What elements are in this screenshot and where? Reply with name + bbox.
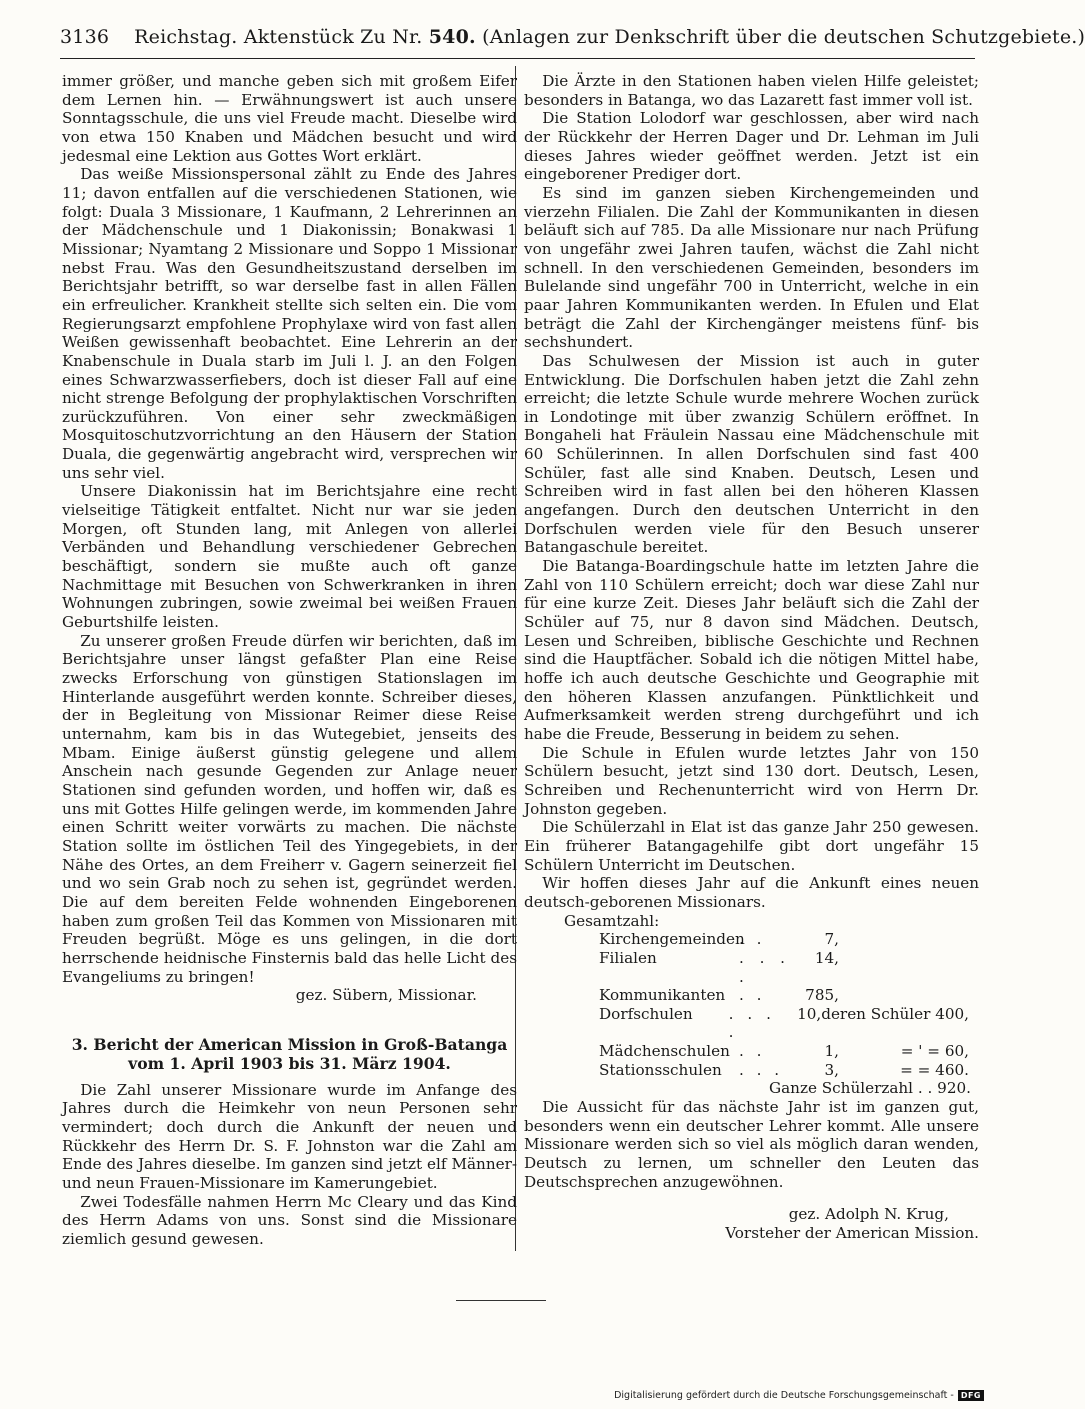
statistics-row (599, 986, 969, 1005)
row-leader: . . . (739, 1060, 784, 1079)
end-rule (456, 1300, 546, 1301)
row-value: 785, (805, 986, 839, 1005)
section-heading (62, 1035, 517, 1073)
paragraph: Das Schulwesen der Mission ist auch in guter Entwicklung. Die Dorfschulen haben jetzt die Zahl zehn erreicht; die letzte Schule wurde mehrere Wochen zurück in Londotinge mit über zwanzig Schülern eröffnet. In Bongaheli hat Fräulein Nassau eine Mädchenschule mit 60 Schülerinnen. In allen Dorfschulen sind fast 400 Schüler, fast alle sind Knaben. Deutsch, Lesen und Schreiben wird in fast allen bei den höheren Klassen angefangen. Durch den deutschen Unterricht in den Dorfschulen werden viele für den Besuch unserer Batangaschule bereitet. (524, 351, 979, 557)
header-subtitle: (Anlagen zur Denkschrift über die deutschen Schutzgebiete.) (482, 26, 1085, 48)
row-leader: . . (739, 930, 766, 949)
row-extra: = = 460. (900, 1060, 969, 1079)
row-label: Dorfschulen (599, 1004, 693, 1023)
row-label: Kirchengemeinden (599, 930, 745, 949)
paragraph: Die Station Lolodorf war geschlossen, aber wird nach der Rückkehr der Herren Dager und Dr. Lehman im Juli dieses Jahres wieder geöffnet werden. Jetzt ist ein eingeborener Prediger dort. (524, 109, 979, 184)
row-label: Kommunikanten (599, 986, 726, 1005)
page-header (60, 26, 1085, 48)
paragraph: Zwei Todesfälle nahmen Herrn Mc Cleary und das Kind des Herrn Adams von uns. Sonst sind die Missionare ziemlich gesund gewesen. (62, 1192, 517, 1249)
row-extra (839, 949, 969, 986)
document-number: 540. (428, 26, 476, 48)
row-leader: . . (739, 1042, 766, 1061)
row-extra (839, 986, 969, 1005)
row-extra: deren Schüler 400, (821, 1004, 970, 1023)
signature: gez. Sübern, Missionar. (295, 986, 477, 1005)
row-extra: = ' = 60, (900, 1042, 969, 1061)
row-label: Mädchenschulen (599, 1042, 730, 1061)
paragraph: Die Ärzte in den Stationen haben vielen Hilfe geleistet; besonders in Batanga, wo das Lazarett fast immer voll ist. (524, 72, 979, 109)
row-label: Filialen (599, 948, 657, 967)
paragraph: immer größer, und manche geben sich mit großem Eifer dem Lernen hin. — Erwähnungswert ist auch unsere Sonntagsschule, die uns viel Freude macht. Dieselbe wird von etwa 150 Knaben und Mädchen besucht und wird jedesmal eine Lektion aus Gottes Wort erklärt. (62, 72, 517, 165)
paragraph: Die Schule in Efulen wurde letztes Jahr von 150 Schülern besucht, jetzt sind 130 dort. Deutsch, Lesen, Schreiben und Rechenunterricht wird von Herrn Dr. Johnston gegeben. (524, 743, 979, 818)
digitization-note (614, 1390, 984, 1401)
header-prefix: Reichstag. Aktenstück Zu Nr. (134, 26, 423, 48)
paragraph: Es sind im ganzen sieben Kirchengemeinden und vierzehn Filialen. Die Zahl der Kommunikanten in diesen beläuft sich auf 785. Da alle Missionare nur nach Prüfung von ungefähr zwei Jahren taufen, wächst die Zahl nicht schnell. In den verschiedenen Gemeinden, besonders im Bulelande sind ungefähr 700 in Unterricht, welche in ein paar Jahren Kommunikanten werden. In Efulen und Elat beträgt die Zahl der Kirchengänger meistens fünf- bis sechshundert. (524, 183, 979, 352)
right-column (524, 72, 979, 1243)
row-extra (839, 930, 969, 949)
row-leader: . . (739, 986, 766, 1005)
statistics-row (599, 1061, 969, 1080)
row-value: 14, (814, 948, 839, 967)
statistics-title: Gesamtzahl: (564, 911, 660, 930)
paragraph: Die Batanga-Boardingschule hatte im letzten Jahre die Zahl von 110 Schülern erreicht; doch war diese Zahl nur für eine kurze Zeit. Dieses Jahr beläuft sich die Zahl der Schüler auf 75, nur 8 davon sind Mädchen. Deutsch, Lesen und Schreiben, biblische Geschichte und Rechnen sind die Hauptfächer. Sobald ich die nötigen Mittel habe, hoffe ich auch deutsche Geschichte und Geographie mit den höheren Klassen anzufangen. Pünktlichkeit und Aufmerksamkeit werden streng durchgeführt und ich habe die Freude, Besserung in beidem zu sehen. (524, 557, 979, 743)
section-heading-line: 3. Bericht der American Mission in Groß-Batanga (71, 1034, 508, 1054)
section-heading-line: vom 1. April 1903 bis 31. März 1904. (128, 1053, 451, 1073)
statistics-total: Ganze Schülerzahl . . 920. (768, 1079, 971, 1098)
row-leader: . . . . (728, 1004, 775, 1042)
paragraph: Das weiße Missionspersonal zählt zu Ende des Jahres 11; davon entfallen auf die verschiedenen Stationen, wie folgt: Duala 3 Missionare, 1 Kaufmann, 2 Lehrerinnen an der Mädchenschule und 1 Diakonissin; Bonakwasi 1 Missionar; Nyamtang 2 Missionare und Soppo 1 Missionar nebst Frau. Was den Gesundheitszustand derselben im Berichtsjahr betrifft, so war derselbe fast in allen Fällen ein erfreulicher. Krankheit stellte sich selten ein. Die vom Regierungsarzt empfohlene Prophylaxe wird von fast allen Weißen gewissenhaft beobachtet. Eine Lehrerin an der Knabenschule in Duala starb im Juli l. J. an den Folgen eines Schwarzwasserfiebers, doch ist dieser Fall auf eine nicht strenge Befolgung der prophylaktischen Vorschriften zurückzuführen. Von einer sehr zweckmäßigen Mosquitoschutzvorrichtung an den Häusern der Station Duala, die gegenwärtig angebracht wird, versprechen wir uns sehr viel. (62, 165, 517, 482)
signature-name: gez. Adolph N. Krug, (788, 1205, 949, 1224)
statistics-row (599, 1042, 969, 1061)
page-number: 3136 (60, 26, 110, 48)
row-value: 1, (824, 1042, 839, 1061)
left-column (62, 72, 517, 1249)
row-label: Stationsschulen (599, 1060, 722, 1079)
statistics-row (599, 930, 969, 949)
paragraph: Die Zahl unserer Missionare wurde im Anfange des Jahres durch die Heimkehr von neun Personen sehr vermindert; doch durch die Ankunft der neuen und Rückkehr des Herrn Dr. S. F. Johnston war die Zahl am Ende des Jahres dieselbe. Im ganzen sind jetzt elf Männer- und neun Frauen-Missionare im Kamerungebiet. (62, 1080, 517, 1193)
row-value: 7, (824, 930, 839, 949)
paragraph: Die Aussicht für das nächste Jahr ist im ganzen gut, besonders wenn ein deutscher Lehrer kommt. Alle unsere Missionare werden sich so viel als möglich daran wenden, Deutsch zu lernen, um schneller den Leuten das Deutschsprechen anzugewöhnen. (524, 1098, 979, 1191)
statistics-row (599, 949, 969, 986)
paragraph: Zu unserer großen Freude dürfen wir berichten, daß im Berichtsjahre unser längst gefaßter Plan eine Reise zwecks Erforschung von günstigen Stationslagen im Hinterlande ausgeführt werden konnte. Schreiber dieses, der in Begleitung von Missionar Reimer diese Reise unternahm, kam bis in das Wutegebiet, jenseits des Mbam. Einige äußerst günstig gelegene und allem Anschein nach gesunde Gegenden zur Anlage neuer Stationen sind gefunden worden, und hoffen wir, daß es uns mit Gottes Hilfe gelingen werde, im kommenden Jahre einen Schritt weiter vorwärts zu machen. Die nächste Station sollte im östlichen Teil des Yingegebiets, in der Nähe des Ortes, an dem Freiherr v. Gagern seinerzeit fiel und wo sein Grab noch zu sehen ist, gegründet werden. Die auf dem bereiten Felde wohnenden Eingeborenen haben zum großen Teil das Kommen von Missionaren mit Freuden begrüßt. Möge es uns gelingen, in die dort herrschende heidnische Finsternis bald das helle Licht des Evangeliums zu bringen! (62, 631, 517, 986)
paragraph: Unsere Diakonissin hat im Berichtsjahre eine recht vielseitige Tätigkeit entfaltet. Nicht nur war sie jeden Morgen, oft Stunden lang, mit Anlegen von allerlei Verbänden und Behandlung verschiedener Gebrechen beschäftigt, sondern sie mußte auch oft ganze Nachmittage mit Besuchen von Schwerkranken in ihren Wohnungen zubringen, sowie zweimal bei weißen Frauen Geburtshilfe leisten. (62, 482, 517, 632)
statistics-row (599, 1005, 969, 1042)
statistics-table (524, 912, 979, 1099)
signature-title: Vorsteher der American Mission. (725, 1224, 979, 1243)
paragraph: Die Schülerzahl in Elat ist das ganze Jahr 250 gewesen. Ein früherer Batangagehilfe gibt dort ungefähr 15 Schülern Unterricht im Deutschen. (524, 818, 979, 874)
header-rule (60, 58, 975, 59)
paragraph: Wir hoffen dieses Jahr auf die Ankunft eines neuen deutsch-geborenen Missionars. (524, 874, 979, 911)
row-leader: . . . . (739, 948, 789, 986)
digitization-text: Digitalisierung gefördert durch die Deutsche Forschungsgemeinschaft - (614, 1390, 954, 1401)
row-value: 10, (797, 1004, 822, 1023)
row-value: 3, (824, 1060, 839, 1079)
dfg-logo: DFG (958, 1390, 984, 1401)
